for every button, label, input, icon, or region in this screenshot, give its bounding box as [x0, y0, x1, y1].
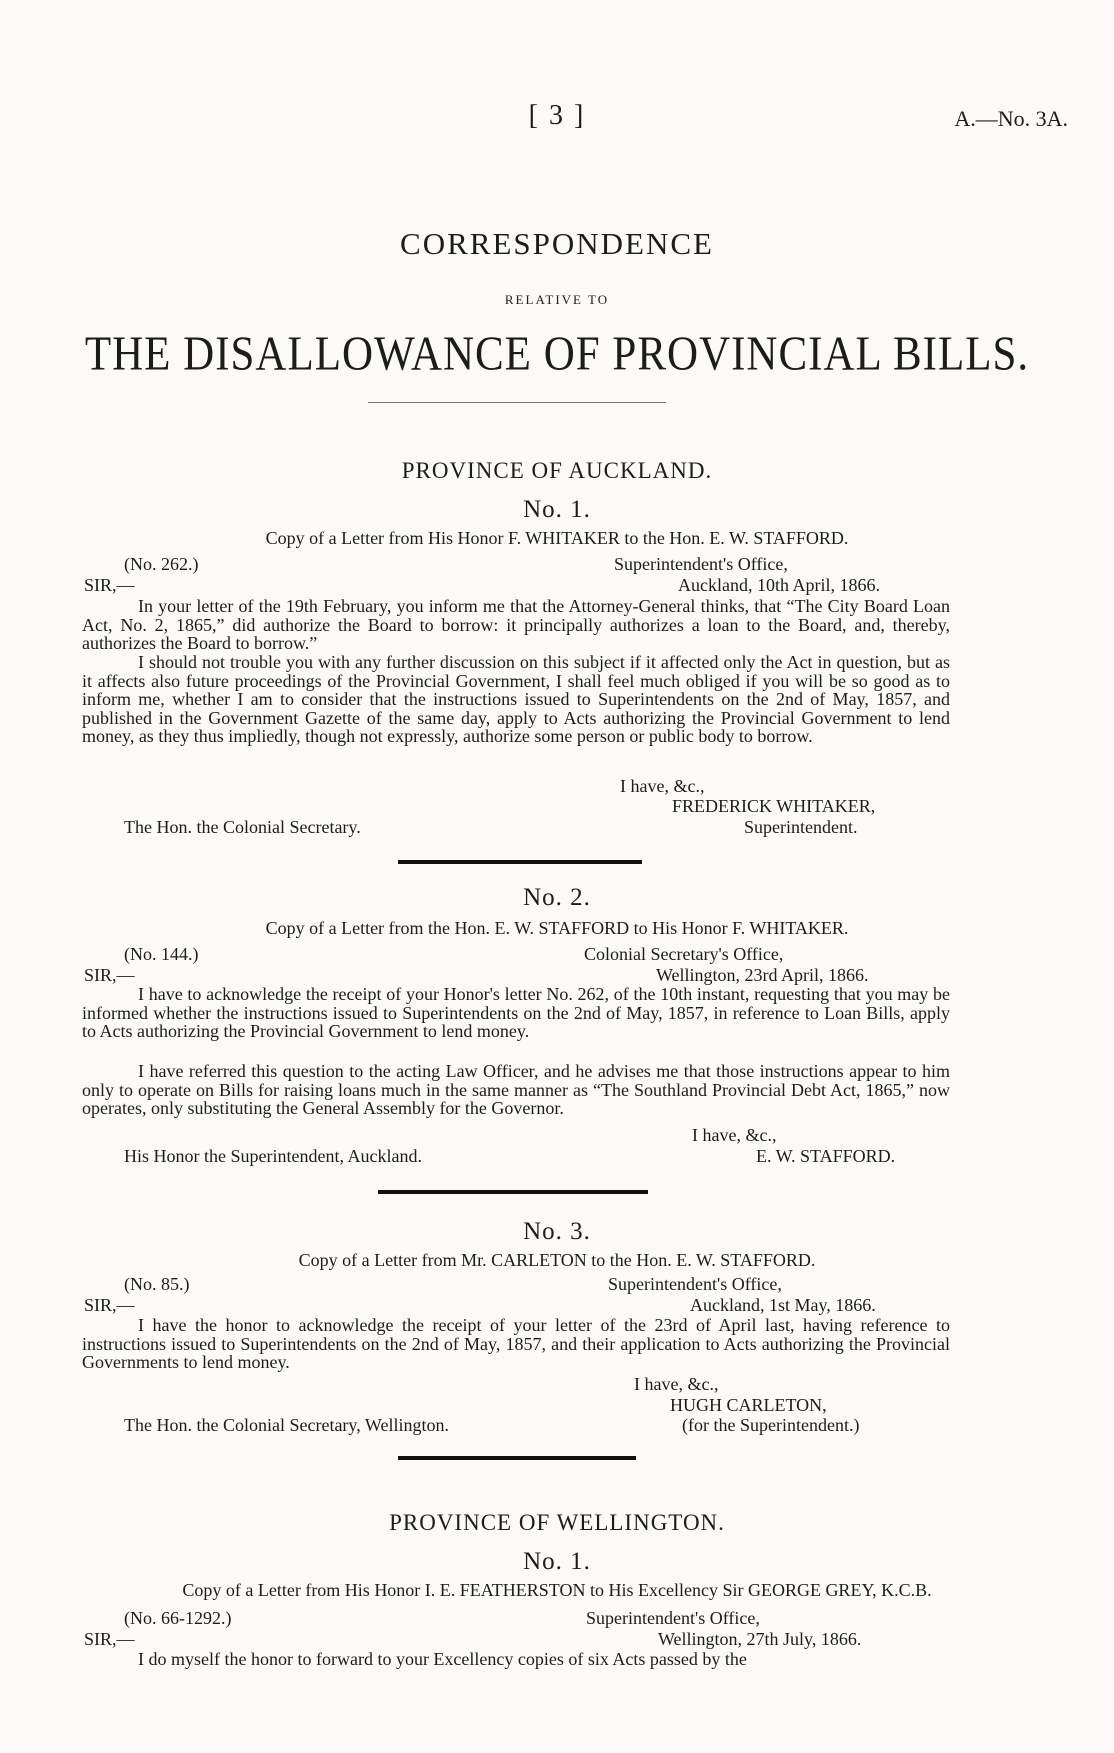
letter-paragraph: I have to acknowledge the receipt of your Honor's letter No. 262, of the 10th instant, requesting that you may be informed whether the instructions issued to Superintendents on the 2nd of May, 1857, in reference to Loan Bills, apply to Acts authorizing the Provincial Government to lend money.: [82, 984, 950, 1041]
document-title: CORRESPONDENCE: [400, 226, 714, 261]
letter-salutation: SIR,—: [84, 575, 135, 595]
letter-ref: (No. 66-1292.): [124, 1608, 232, 1628]
letter-ref: (No. 144.): [124, 944, 199, 964]
letter-paragraph: I should not trouble you with any further discussion on this subject if it affected only the Act in question, but as it affects also future proceedings of the Provincial Government, I shall feel much obliged if you will be so good as to inform me, whether I am to consider that the instructions issued to Superintendents on the 2nd of May, 1857, and published in the Government Gazette of the same day, apply to Acts authorizing the Provincial Government to lend money, as they thus impliedly, though not expressly, authorize some person or public body to borrow.: [82, 652, 950, 746]
letter-number: No. 1.: [523, 1548, 591, 1575]
letter-office: Superintendent's Office,: [614, 554, 788, 574]
page-number: [ 3 ]: [528, 100, 586, 131]
title-divider: [368, 402, 666, 403]
letter-heading: Copy of a Letter from Mr. CARLETON to the Hon. E. W. STAFFORD.: [298, 1250, 816, 1270]
letter-paragraph: In your letter of the 19th February, you inform me that the Attorney-General thinks, that “The City Board Loan Act, No. 2, 1865,” did authorize the Board to borrow: it principally authorizes a loan to the Board, and, thereby, authorizes the Board to borrow.”: [82, 596, 950, 653]
letter-addressee: The Hon. the Colonial Secretary, Wellington.: [124, 1415, 449, 1435]
letter-heading: Copy of a Letter from His Honor I. E. FEATHERSTON to His Excellency Sir GEORGE GREY, K.C.B.: [182, 1580, 932, 1600]
letter-number: No. 2.: [523, 884, 591, 911]
title-connector: RELATIVE TO: [504, 292, 610, 307]
letter-closing: I have, &c.,: [634, 1374, 719, 1394]
letter-heading: Copy of a Letter from His Honor F. WHITAKER to the Hon. E. W. STAFFORD.: [265, 528, 849, 548]
section-heading-auckland: PROVINCE OF AUCKLAND.: [401, 458, 713, 483]
letter-signature: FREDERICK WHITAKER,: [672, 796, 876, 816]
letter-heading: Copy of a Letter from the Hon. E. W. STAFFORD to His Honor F. WHITAKER.: [265, 918, 849, 938]
letter-addressee: The Hon. the Colonial Secretary.: [124, 817, 361, 837]
letter-paragraph: I have referred this question to the acting Law Officer, and he advises me that those instructions appear to him only to operate on Bills for raising loans much in the same manner as “The Southland Provincial Debt Act, 1865,” now operates, only substituting the General Assembly for the Governor.: [82, 1061, 950, 1118]
document-subject: THE DISALLOWANCE OF PROVINCIAL BILLS.: [84, 328, 1030, 381]
letter-office: Superintendent's Office,: [586, 1608, 760, 1628]
letter-number: No. 3.: [523, 1218, 591, 1245]
section-heading-wellington: PROVINCE OF WELLINGTON.: [389, 1510, 725, 1535]
letter-signature-title: Superintendent.: [744, 817, 858, 837]
letter-paragraph: I have the honor to acknowledge the receipt of your letter of the 23rd of April last, having reference to instructions issued to Superintendents on the 2nd of May, 1857, and their application to Acts authorizing the Provincial Governments to lend money.: [82, 1315, 950, 1372]
letter-closing: I have, &c.,: [620, 776, 705, 796]
letter-place-date: Auckland, 10th April, 1866.: [678, 575, 880, 595]
section-rule: [398, 860, 642, 864]
letter-place-date: Wellington, 23rd April, 1866.: [656, 965, 869, 985]
letter-office: Colonial Secretary's Office,: [584, 944, 784, 964]
letter-number: No. 1.: [523, 496, 591, 523]
letter-ref: (No. 262.): [124, 554, 199, 574]
letter-ref: (No. 85.): [124, 1274, 190, 1294]
letter-place-date: Wellington, 27th July, 1866.: [658, 1629, 862, 1649]
letter-office: Superintendent's Office,: [608, 1274, 782, 1294]
document-reference: A.—No. 3A.: [954, 106, 1068, 131]
letter-salutation: SIR,—: [84, 965, 135, 985]
section-rule: [398, 1456, 636, 1460]
letter-addressee: His Honor the Superintendent, Auckland.: [124, 1146, 422, 1166]
letter-paragraph: I do myself the honor to forward to your Excellency copies of six Acts passed by the: [138, 1649, 747, 1669]
letter-place-date: Auckland, 1st May, 1866.: [690, 1295, 876, 1315]
section-rule: [378, 1190, 648, 1194]
letter-signature: E. W. STAFFORD.: [756, 1146, 896, 1166]
letter-salutation: SIR,—: [84, 1295, 135, 1315]
letter-signature-title: (for the Superintendent.): [682, 1415, 860, 1435]
letter-closing: I have, &c.,: [692, 1125, 777, 1145]
letter-signature: HUGH CARLETON,: [670, 1395, 827, 1415]
letter-salutation: SIR,—: [84, 1629, 135, 1649]
